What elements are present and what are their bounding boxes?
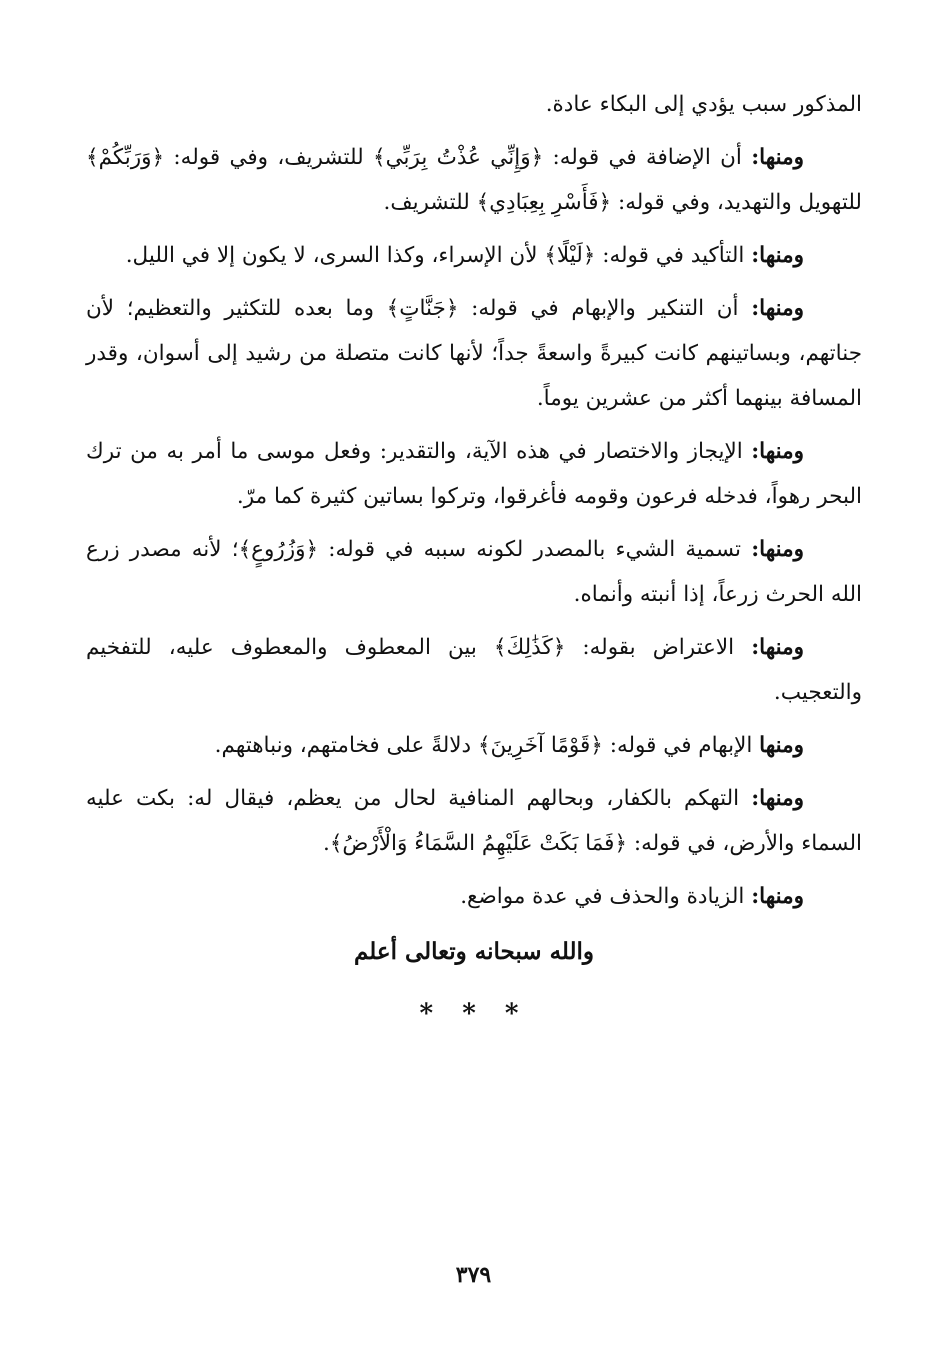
paragraph-tasmiya — [86, 527, 862, 617]
page-body — [86, 82, 862, 1037]
paragraph-itirad — [86, 625, 862, 715]
paragraph-lead: ومنها: — [751, 786, 804, 811]
paragraph-lead: ومنها: — [751, 635, 804, 660]
paragraph-ziyada — [86, 874, 862, 919]
paragraph-text: أن التنكير والإبهام في قوله: ﴿جَنَّاتٍ﴾ وما بعده للتكثير والتعظيم؛ لأن جناتهم، وبساتينهم كانت كبيرةً واسعةً جداً؛ لأنها كانت متصلة من رشيد إلى أسوان، وقدر المسافة بينهما أكثر من عشرين يوماً. — [86, 296, 862, 411]
paragraph-lead: ومنها: — [751, 145, 804, 170]
closing-line: والله سبحانه وتعالى أعلم — [353, 938, 595, 965]
paragraph-text: الزيادة والحذف في عدة مواضع. — [460, 884, 752, 909]
paragraph-lead: ومنها — [759, 733, 804, 758]
paragraph-text: أن الإضافة في قوله: ﴿وَإِنِّي عُذْتُ بِرَبِّي﴾ للتشريف، وفي قوله: ﴿وَرَبِّكُمْ﴾ للتهويل والتهديد، وفي قوله: ﴿فَأَسْرِ بِعِبَادِي﴾ للتشريف. — [86, 145, 862, 215]
paragraph-tahakkum — [86, 776, 862, 866]
paragraph-idafa — [86, 135, 862, 225]
paragraph-ijaz — [86, 429, 862, 519]
paragraph-lead: ومنها: — [751, 884, 804, 909]
page-number: ٣٧٩ — [455, 1262, 492, 1288]
paragraph-lead: ومنها: — [751, 537, 804, 562]
paragraph-ibham — [86, 723, 862, 768]
paragraph-lead: ومنها: — [751, 243, 804, 268]
paragraph-text: الإبهام في قوله: ﴿قَوْمًا آخَرِينَ﴾ دلالةً على فخامتهم، ونباهتهم. — [214, 733, 760, 758]
paragraph-text: الإيجاز والاختصار في هذه الآية، والتقدير: وفعل موسى ما أمر به من ترك البحر رهواً، فدخله فرعون وقومه فأغرقوا، وتركوا بساتين كثيرة كما مرّ. — [86, 439, 862, 509]
paragraph-takid — [86, 233, 862, 278]
paragraph-lead: ومنها: — [751, 296, 804, 321]
paragraph-text: التهكم بالكفار، وبحالهم المنافية لحال من يعظم، فيقال له: بكت عليه السماء والأرض، في قوله: ﴿فَمَا بَكَتْ عَلَيْهِمُ السَّمَاءُ وَالْأَرْضُ﴾. — [86, 786, 862, 856]
paragraph-lead: ومنها: — [751, 439, 804, 464]
paragraph-text: التأكيد في قوله: ﴿لَيْلًا﴾ لأن الإسراء، وكذا السرى، لا يكون إلا في الليل. — [125, 243, 752, 268]
paragraph-tankir — [86, 286, 862, 421]
opening-line: المذكور سبب يؤدي إلى البكاء عادة. — [545, 92, 862, 117]
paragraph-text: تسمية الشيء بالمصدر لكونه سببه في قوله: ﴿وَزُرُوعٍ﴾؛ لأنه مصدر زرع الله الحرث زرعاً، إذا أنبته وأنماه. — [86, 537, 862, 607]
paragraph-text: الاعتراض بقوله: ﴿كَذَٰلِكَ﴾ بين المعطوف والمعطوف عليه، للتفخيم والتعجيب. — [86, 635, 862, 705]
section-separator: * * * — [419, 999, 529, 1029]
